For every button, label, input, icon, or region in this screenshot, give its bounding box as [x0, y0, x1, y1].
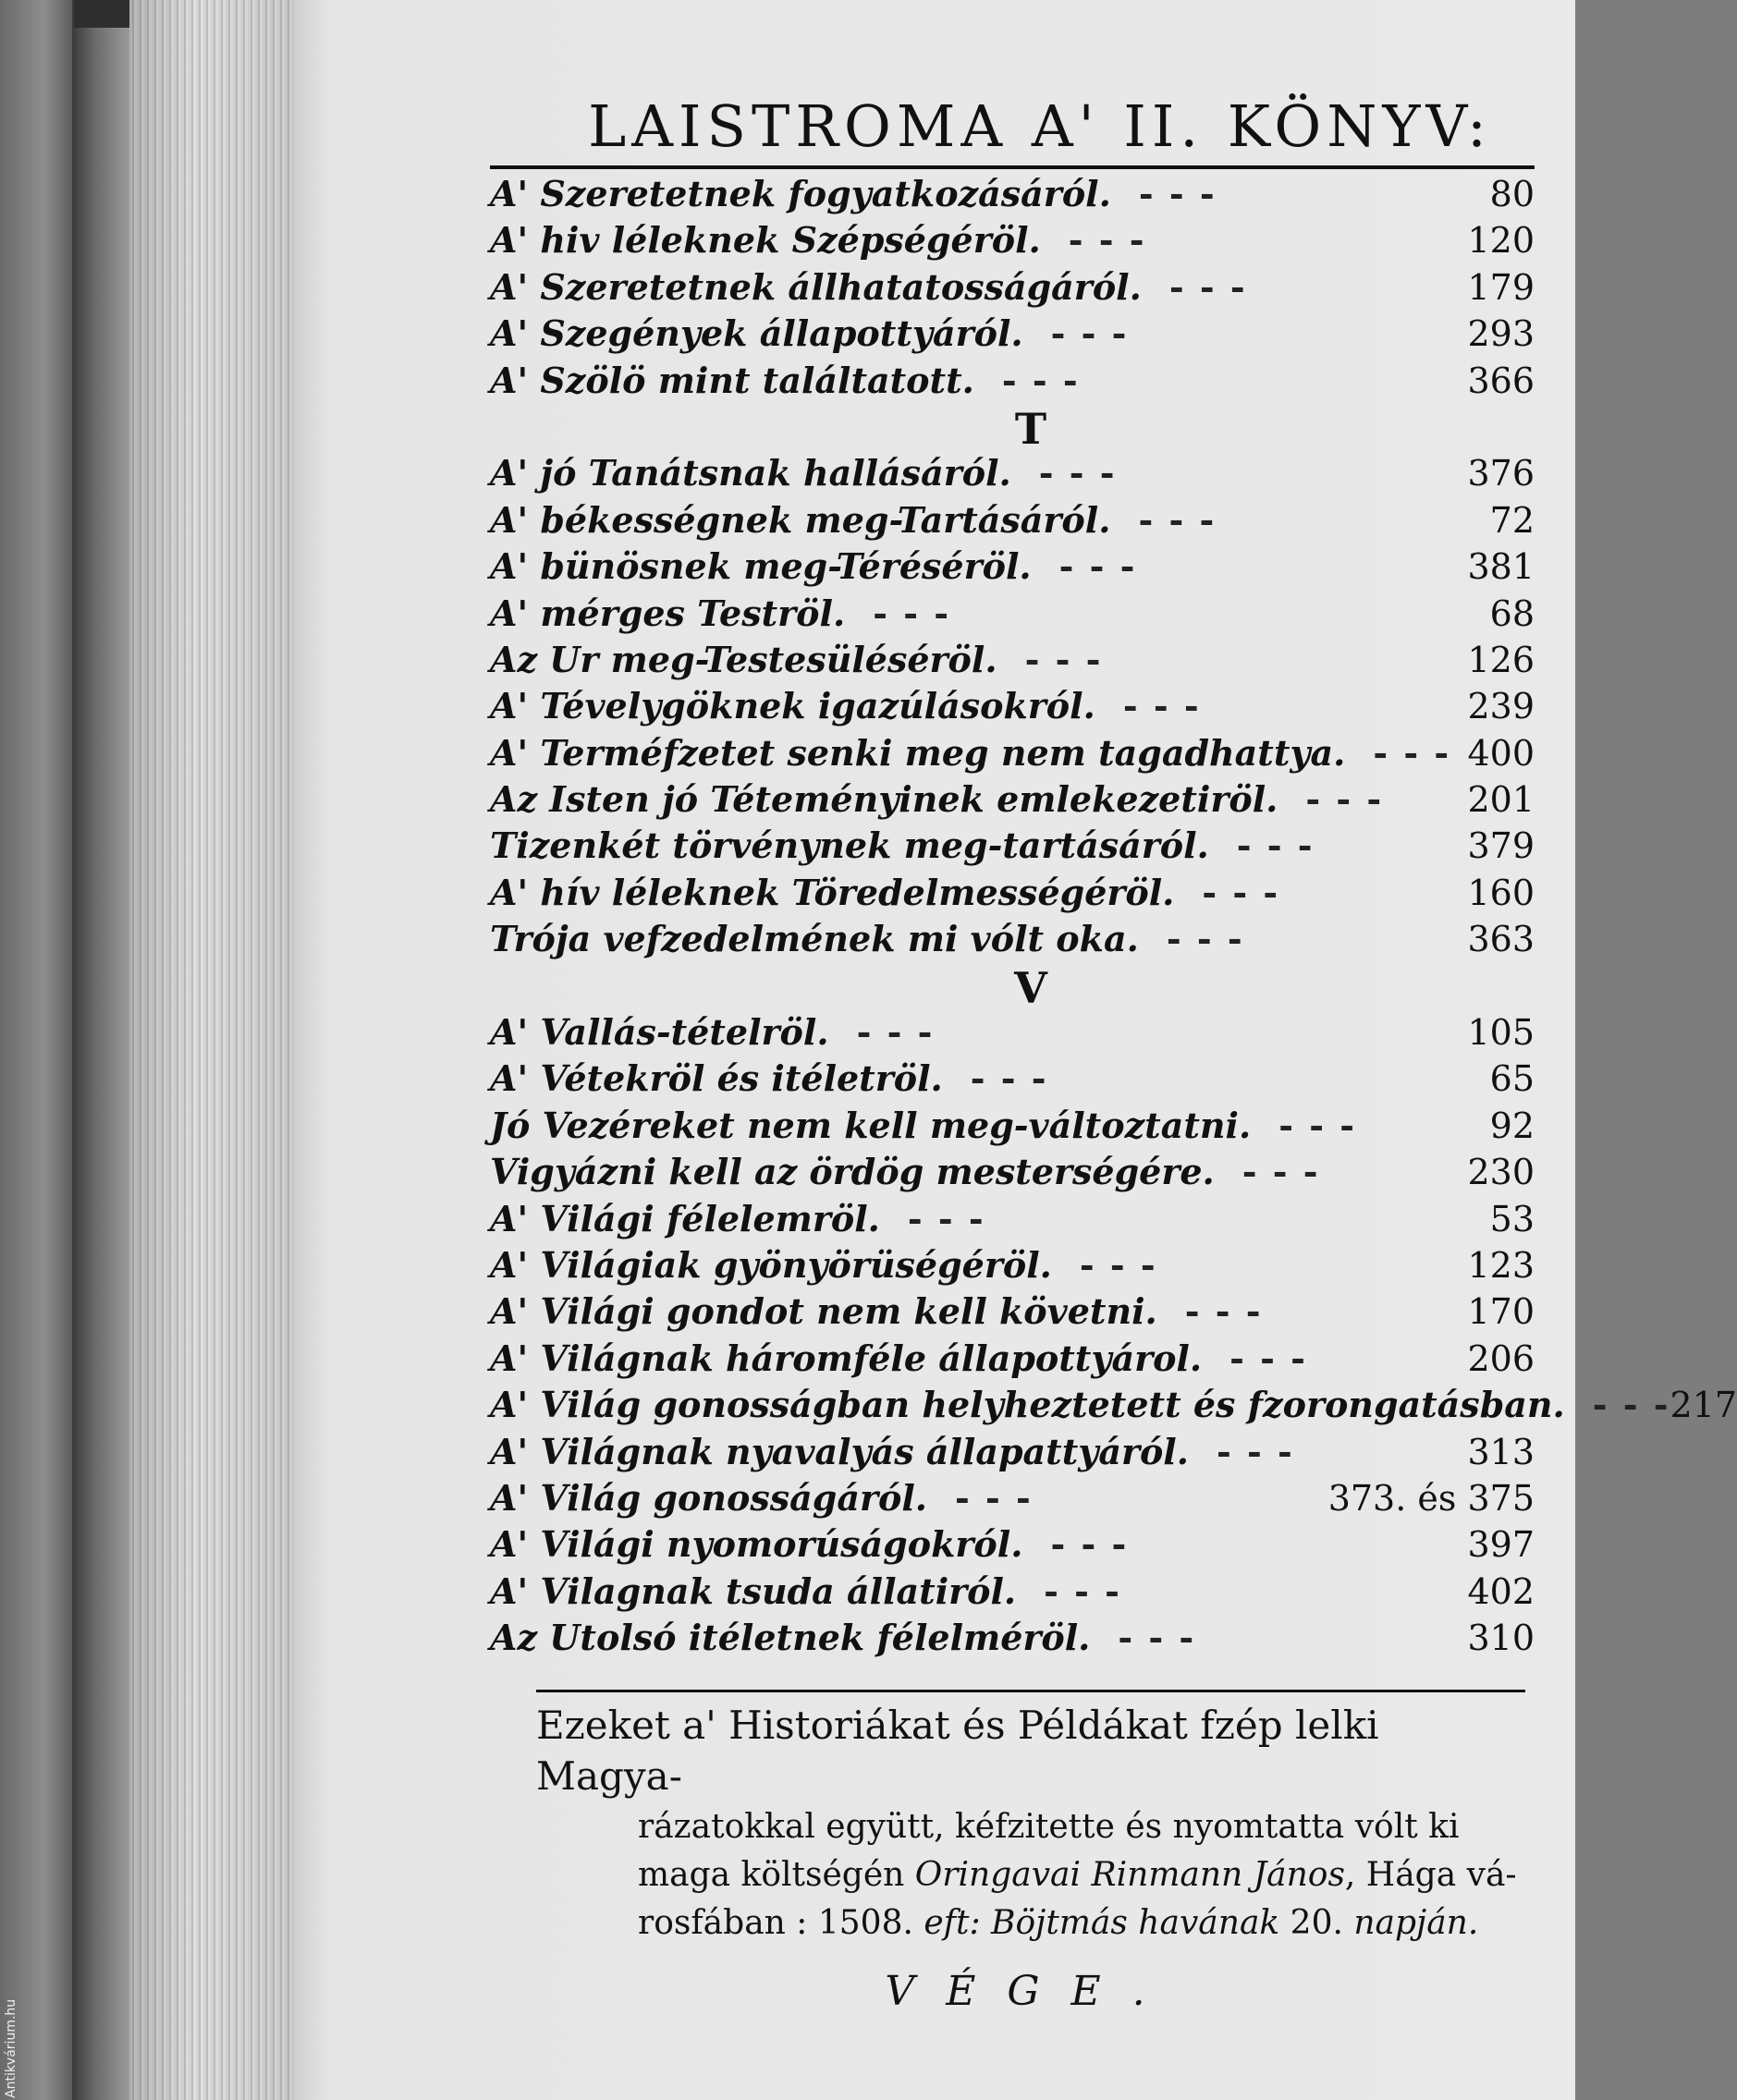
printer-name: Oringavai Rinmann János [914, 1855, 1345, 1894]
entry-page-number: 379 [1467, 825, 1535, 867]
leader-dashes: - - - [1202, 871, 1280, 913]
index-entry [490, 1011, 1535, 1057]
leader-dashes: - - - [1184, 1290, 1263, 1333]
colophon-line-3a: maga költségén [638, 1855, 915, 1894]
entry-page-number: 179 [1467, 266, 1535, 308]
index-list [490, 173, 1737, 1664]
colophon [536, 1702, 1535, 1947]
entry-page-number: 373. és 375 [1327, 1477, 1535, 1519]
leader-dashes: - - - [1592, 1384, 1670, 1426]
entry-page-number: 293 [1467, 313, 1535, 355]
leader-dashes: - - - [954, 1476, 1033, 1519]
leader-dashes: - - - [1050, 1523, 1129, 1566]
page-edges-shade [129, 0, 294, 2100]
colophon-line-4d: napján. [1353, 1903, 1479, 1942]
index-entry [490, 1105, 1535, 1151]
leader-dashes: - - - [873, 592, 950, 634]
colophon-line-3 [536, 1851, 1535, 1899]
entry-page-number: 170 [1467, 1291, 1535, 1333]
entry-title: A' hív léleknek Töredelmességéröl. [490, 871, 1175, 913]
index-entry [490, 545, 1535, 592]
leader-dashes: - - - [1138, 498, 1217, 541]
index-entry [490, 1337, 1535, 1384]
entry-page-number: 366 [1467, 360, 1535, 401]
entry-title: A' jó Tanátsnak hallásáról. [490, 452, 1011, 494]
leader-dashes: - - - [1044, 1569, 1121, 1612]
leader-dashes: - - - [1001, 359, 1080, 401]
entry-page-number: 120 [1467, 220, 1535, 262]
index-content [490, 92, 1737, 2015]
entry-page-number: 310 [1467, 1618, 1535, 1659]
colophon-line-4c: 20. [1279, 1903, 1354, 1942]
entry-title: A' Vétekröl és itéletröl. [490, 1057, 943, 1100]
entry-page-number: 381 [1467, 546, 1535, 588]
index-entry [490, 1570, 1535, 1617]
entry-page-number: 126 [1467, 639, 1535, 680]
entry-page-number: 160 [1467, 872, 1535, 913]
leader-dashes: - - - [1138, 173, 1217, 214]
leader-dashes: - - - [1068, 219, 1146, 262]
entry-title: A' Világnak nyavalyás állapattyáról. [490, 1430, 1189, 1472]
entry-title: Az Ur meg-Testesüléséröl. [490, 638, 997, 680]
leader-dashes: - - - [1305, 778, 1384, 821]
colophon-line-2: rázatokkal együtt, kéfzitette és nyomtatta vólt ki [638, 1807, 1460, 1846]
entry-title: A' mérges Teströl. [490, 592, 846, 634]
end-mark: VÉGE. [885, 1967, 1177, 2015]
index-entry [490, 1431, 1535, 1477]
entry-title: A' Vallás-tételröl. [490, 1011, 829, 1054]
colophon-line-1: Ezeket a' Historiákat és Példákat fzép lelki Magya- [536, 1702, 1379, 1799]
index-entry [490, 732, 1535, 778]
entry-title: A' Világiak gyönyörüségéröl. [490, 1243, 1052, 1286]
index-entry [490, 639, 1535, 685]
entry-page-number: 402 [1467, 1570, 1535, 1612]
entry-page-number: 68 [1489, 592, 1535, 634]
entry-page-number: 65 [1489, 1058, 1535, 1100]
index-entry [490, 872, 1535, 918]
entry-page-number: 397 [1467, 1524, 1535, 1566]
entry-page-number: 123 [1467, 1244, 1535, 1286]
colophon-line-4b: eft: Böjtmás havának [924, 1903, 1280, 1942]
index-entry [490, 1198, 1535, 1244]
index-entry [490, 452, 1535, 498]
background-left [0, 0, 74, 2100]
entry-page-number: 363 [1467, 919, 1535, 960]
leader-dashes: - - - [1229, 1337, 1307, 1379]
entry-page-number: 206 [1467, 1337, 1535, 1379]
index-entry [490, 1523, 1535, 1569]
entry-title: A' Szeretetnek állhatatosságáról. [490, 265, 1142, 308]
colophon-line-3c: , Hága vá- [1344, 1855, 1517, 1894]
index-entry [490, 1477, 1535, 1523]
entry-title: A' Világi gondot nem kell követni. [490, 1290, 1157, 1333]
leader-dashes: - - - [1166, 918, 1244, 960]
entry-title: A' Világ gonosságban helyheztetett és fzorongatásban. [490, 1384, 1565, 1426]
index-entry [490, 1290, 1535, 1337]
index-entry [490, 312, 1535, 359]
index-entry [490, 360, 1535, 406]
colophon-line-4a: rosfában : 1508. [638, 1903, 924, 1942]
entry-title: A' Tévelygöknek igazúlásokról. [490, 685, 1095, 727]
index-entry [490, 499, 1535, 545]
page-title: LAISTROMA A' II. KÖNYV: [588, 92, 1492, 160]
entry-title: A' Szölö mint találtatott. [490, 359, 974, 401]
entry-page-number: 80 [1489, 174, 1535, 214]
title-rule [490, 165, 1535, 169]
leader-dashes: - - - [970, 1057, 1048, 1100]
leader-dashes: - - - [1216, 1430, 1294, 1472]
leader-dashes: - - - [1278, 1104, 1356, 1146]
book-spine [72, 0, 129, 2100]
entry-title: A' Világnak háromféle állapottyárol. [490, 1337, 1203, 1379]
leader-dashes: - - - [1168, 265, 1247, 308]
entry-page-number: 105 [1467, 1012, 1535, 1054]
entry-title: A' Világ gonosságáról. [490, 1476, 927, 1519]
index-entry [490, 592, 1535, 639]
entry-title: A' Vilagnak tsuda állatiról. [490, 1569, 1017, 1612]
index-entry [490, 685, 1535, 731]
entry-page-number: 313 [1467, 1431, 1535, 1472]
entry-page-number: 53 [1489, 1198, 1535, 1239]
entry-title: A' Szegények állapottyáról. [490, 312, 1023, 355]
section-letter: T [1014, 403, 1047, 454]
entry-page-number: 230 [1467, 1152, 1535, 1193]
entry-title: Jó Vezéreket nem kell meg-változtatni. [490, 1104, 1252, 1146]
entry-page-number: 239 [1467, 686, 1535, 727]
watermark: Antikvárium.hu [4, 1998, 18, 2098]
entry-page-number: 72 [1489, 499, 1535, 541]
leader-dashes: - - - [856, 1011, 935, 1054]
index-entry [490, 1617, 1535, 1663]
entry-page-number: 217 [1670, 1385, 1737, 1426]
index-entry [490, 266, 1535, 312]
leader-dashes: - - - [1236, 824, 1315, 867]
entry-title: A' Szeretetnek fogyatkozásáról. [490, 173, 1111, 214]
entry-page-number: 376 [1467, 453, 1535, 494]
entry-page-number: 92 [1489, 1105, 1535, 1146]
entry-title: Vigyázni kell az ördög mesterségére. [490, 1151, 1215, 1193]
entry-title: Tizenkét törvénynek meg-tartásáról. [490, 824, 1209, 867]
index-entry [490, 1057, 1535, 1104]
index-entry [490, 1151, 1535, 1197]
leader-dashes: - - - [1122, 685, 1201, 727]
entry-title: A' hiv léleknek Szépségéröl. [490, 219, 1041, 262]
leader-dashes: - - - [1242, 1151, 1320, 1193]
entry-title: A' békességnek meg-Tartásáról. [490, 498, 1111, 541]
leader-dashes: - - - [1050, 312, 1129, 355]
leader-dashes: - - - [1058, 545, 1137, 588]
entry-title: A' Világi nyomorúságokról. [490, 1523, 1023, 1566]
leader-dashes: - - - [1079, 1243, 1157, 1286]
entry-title: A' Terméfzetet senki meg nem tagadhattya. [490, 731, 1346, 774]
entry-page-number: 201 [1467, 779, 1535, 821]
entry-page-number: 400 [1467, 732, 1535, 774]
entry-title: Trója vefzedelmének mi vólt oka. [490, 918, 1139, 960]
index-entry [490, 1244, 1535, 1290]
entry-title: Az Isten jó Téteményinek emlekezetiröl. [490, 778, 1278, 821]
leader-dashes: - - - [1373, 731, 1451, 774]
index-entry [490, 918, 1535, 964]
entry-title: Az Utolsó itéletnek félelméröl. [490, 1617, 1091, 1659]
index-entry [490, 824, 1535, 871]
colophon-line-4 [536, 1899, 1535, 1947]
index-entry [490, 219, 1535, 265]
leader-dashes: - - - [1024, 638, 1103, 680]
index-entry [490, 1384, 1737, 1430]
section-letter: V [1014, 962, 1047, 1013]
leader-dashes: - - - [907, 1197, 985, 1239]
bottom-rule [536, 1690, 1525, 1692]
entry-title: A' Világi félelemröl. [490, 1197, 880, 1239]
leader-dashes: - - - [1038, 452, 1117, 494]
index-entry [490, 778, 1535, 824]
leader-dashes: - - - [1118, 1617, 1196, 1659]
entry-title: A' bünösnek meg-Téréséröl. [490, 545, 1032, 588]
index-entry [490, 173, 1535, 219]
